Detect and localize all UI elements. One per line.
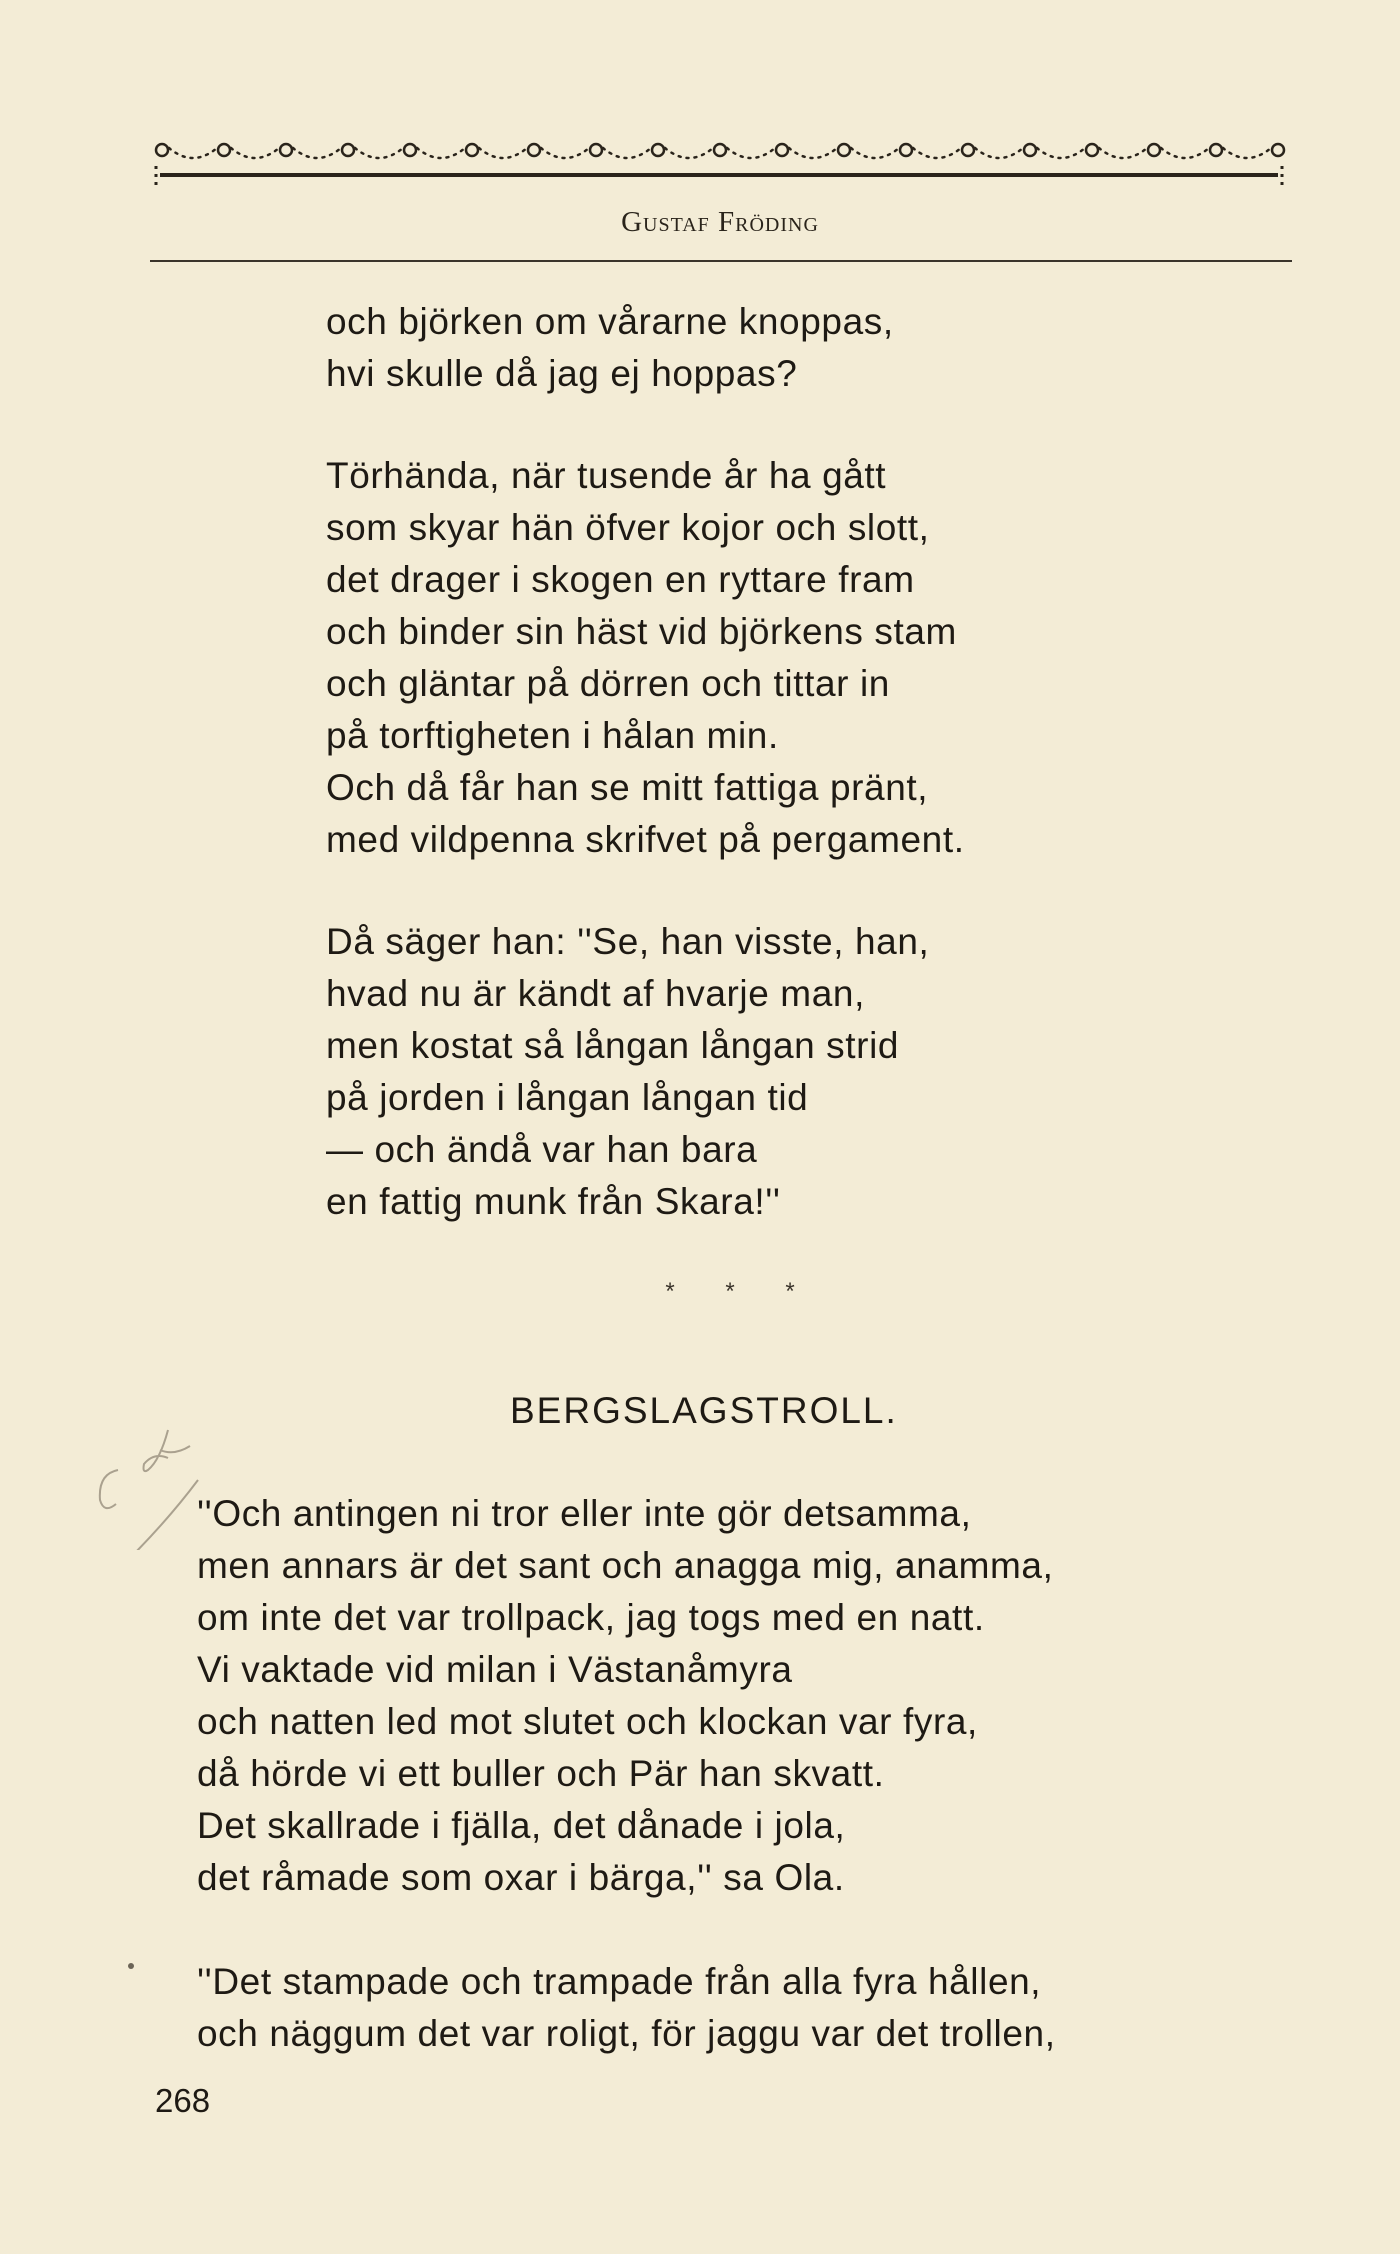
ornament-garland	[1223, 148, 1271, 158]
poem-title: BERGSLAGSTROLL.	[510, 1390, 898, 1431]
running-title: Gustaf Fröding	[621, 206, 819, 238]
ornament-garland	[665, 148, 713, 158]
ornament-circle	[652, 144, 664, 156]
verse-line: men kostat så långan långan strid	[326, 1025, 900, 1066]
ornament-circle	[280, 144, 292, 156]
ornament-garland	[1099, 148, 1147, 158]
ornament-garland	[169, 148, 217, 158]
asterisk: *	[785, 1278, 795, 1305]
verse-line: det drager i skogen en ryttare fram	[326, 559, 915, 600]
ornament-circle	[342, 144, 354, 156]
stanza	[326, 916, 929, 1228]
verse-line: ''Och antingen ni tror eller inte gör detsamma,	[197, 1493, 972, 1534]
ornament-circle	[1024, 144, 1036, 156]
verse-line: Vi vaktade vid milan i Västanåmyra	[197, 1649, 793, 1690]
ornamental-border	[150, 128, 1290, 194]
verse-line: Törhända, när tusende år ha gått	[326, 455, 887, 496]
ornament-garland	[293, 148, 341, 158]
verse-line: med vildpenna skrifvet på pergament.	[326, 819, 965, 860]
ornament-garland	[355, 148, 403, 158]
section-separator	[640, 1278, 820, 1318]
margin-dot	[128, 1963, 134, 1969]
ornament-circle	[900, 144, 912, 156]
verse-line: om inte det var trollpack, jag togs med en natt.	[197, 1597, 985, 1638]
stanza	[197, 1956, 1056, 2060]
verse-line: på jorden i långan långan tid	[326, 1077, 809, 1118]
pencil-annotation	[48, 1410, 218, 1550]
verse-line: på torftigheten i hålan min.	[326, 715, 779, 756]
verse-line: och näggum det var roligt, för jaggu var det trollen,	[197, 2013, 1056, 2054]
ornament-circle	[218, 144, 230, 156]
ornament-circle	[1272, 144, 1284, 156]
ornament-garland	[851, 148, 899, 158]
verse-line: hvi skulle då jag ej hoppas?	[326, 353, 798, 394]
asterisk: *	[725, 1278, 735, 1305]
ornament-garland	[913, 148, 961, 158]
verse-line: då hörde vi ett buller och Pär han skvatt.	[197, 1753, 885, 1794]
running-header	[150, 206, 1290, 246]
ornament-garland	[727, 148, 775, 158]
ornament-circle	[962, 144, 974, 156]
verse-line: och björken om vårarne knoppas,	[326, 301, 894, 342]
verse-line: — och ändå var han bara	[326, 1129, 758, 1170]
verse-line: Och då får han se mitt fattiga pränt,	[326, 767, 929, 808]
ornament-circle	[466, 144, 478, 156]
ornament-circle	[590, 144, 602, 156]
ornament-garland	[1037, 148, 1085, 158]
ornament-circle	[714, 144, 726, 156]
ornament-circle	[1148, 144, 1160, 156]
ornament-circle	[838, 144, 850, 156]
verse-line: Då säger han: ''Se, han visste, han,	[326, 921, 930, 962]
stanza	[197, 1488, 1053, 1904]
ornament-garland	[789, 148, 837, 158]
ornament-garland	[231, 148, 279, 158]
verse-line: Det skallrade i fjälla, det dånade i jola,	[197, 1805, 846, 1846]
verse-line: men annars är det sant och anagga mig, anamma,	[197, 1545, 1054, 1586]
ornament-circle	[156, 144, 168, 156]
ornament-garland	[975, 148, 1023, 158]
verse-line: och natten led mot slutet och klockan var fyra,	[197, 1701, 978, 1742]
ornament-garland	[1161, 148, 1209, 158]
ornament-circle	[776, 144, 788, 156]
verse-line: det råmade som oxar i bärga,'' sa Ola.	[197, 1857, 845, 1898]
verse-line: och binder sin häst vid björkens stam	[326, 611, 957, 652]
verse-line: en fattig munk från Skara!''	[326, 1181, 781, 1222]
ornament-garland	[603, 148, 651, 158]
stanza	[326, 450, 965, 866]
ornament-circle	[1210, 144, 1222, 156]
ornament-garland	[417, 148, 465, 158]
ornament-circle	[528, 144, 540, 156]
ornament-thick-rule	[160, 173, 1278, 177]
asterisk: *	[665, 1278, 675, 1305]
verse-line: och gläntar på dörren och tittar in	[326, 663, 890, 704]
verse-line: ''Det stampade och trampade från alla fyra hållen,	[197, 1961, 1042, 2002]
ornament-garland	[479, 148, 527, 158]
header-rule	[150, 260, 1292, 262]
page-number: 268	[155, 2082, 211, 2119]
ornament-circles	[156, 144, 1284, 158]
verse-line: som skyar hän öfver kojor och slott,	[326, 507, 930, 548]
ornament-circle	[1086, 144, 1098, 156]
ornament-garland	[541, 148, 589, 158]
stanza	[326, 296, 894, 400]
ornament-circle	[404, 144, 416, 156]
verse-line: hvad nu är kändt af hvarje man,	[326, 973, 865, 1014]
